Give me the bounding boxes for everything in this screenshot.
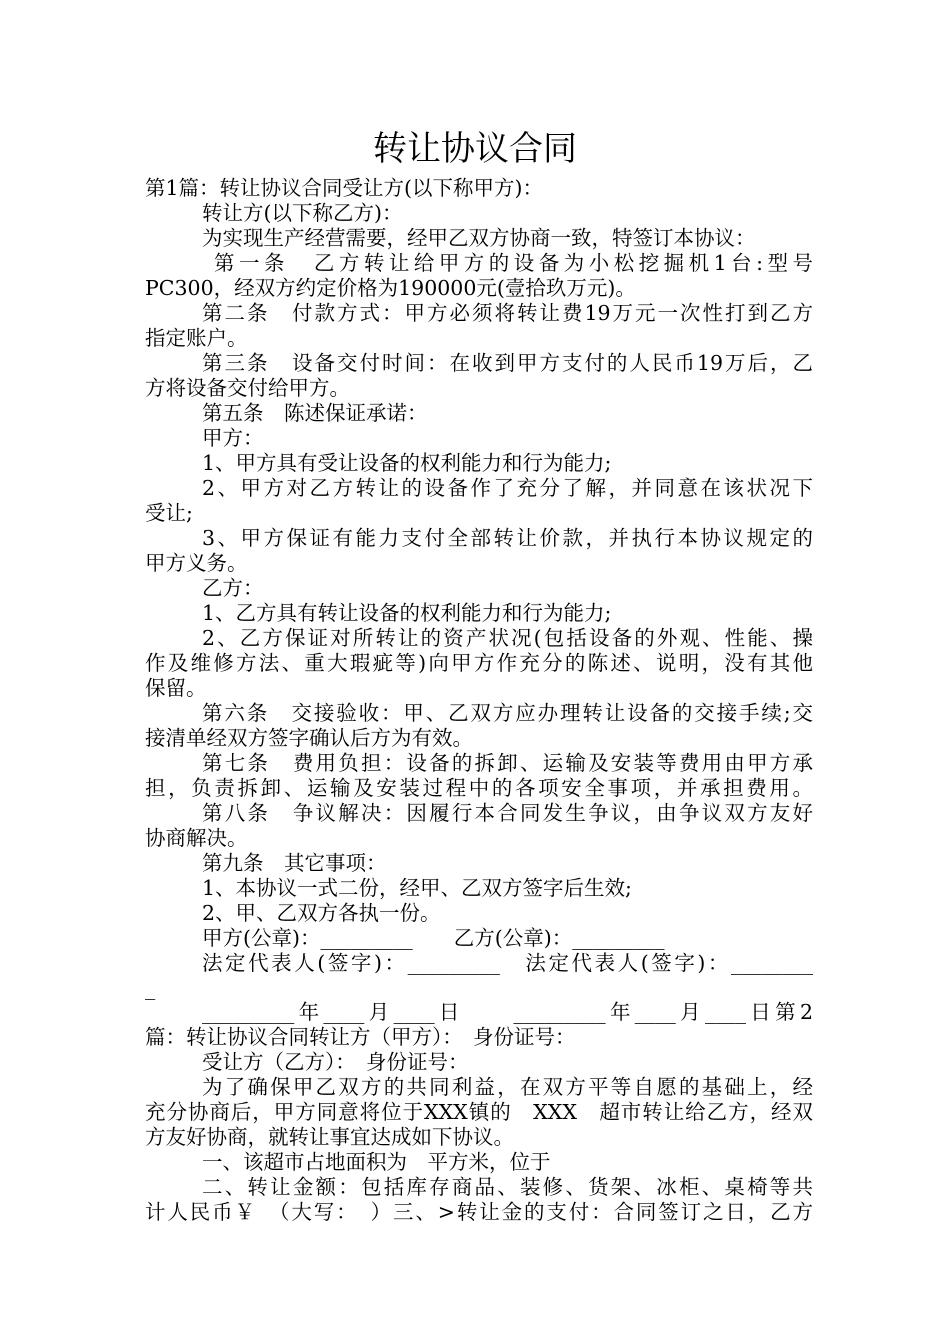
- text-line: 第二条 付款方式：甲方必须将转让费19万元一次性打到乙方: [202, 301, 813, 325]
- text-line: 1、本协议一式二份，经甲、乙双方签字后生效;: [202, 876, 632, 900]
- text-line: 第八条 争议解决：因履行本合同发生争议，由争议双方友好: [202, 801, 813, 825]
- text-line: 协商解决。: [145, 826, 248, 850]
- text-line: 第1篇：转让协议合同受让方(以下称甲方)：: [145, 176, 544, 200]
- text-line: 甲方义务。: [145, 551, 248, 575]
- text-line: _: [145, 976, 156, 1000]
- text-line: 2、乙方保证对所转让的资产状况(包括设备的外观、性能、操: [202, 626, 813, 650]
- signature-line-representative: 法定代表人(签字)：_________ 法定代表人(签字)：________: [202, 951, 813, 975]
- text-line: 一、该超市占地面积为 平方米，位于: [202, 1150, 551, 1174]
- text-line: 甲方：: [202, 426, 264, 450]
- text-line: 第三条 设备交付时间：在收到甲方支付的人民币19万后，乙: [202, 351, 813, 375]
- date-line: _________年____月____日 _________年____月____日第2: [202, 1000, 813, 1024]
- text-line: 保留。: [145, 676, 207, 700]
- text-line: 第一条 乙方转让给甲方的设备为小松挖掘机1台:型号: [214, 251, 813, 275]
- text-line: 方友好协商，就转让事宜达成如下协议。: [145, 1125, 514, 1149]
- text-line: 1、乙方具有转让设备的权利能力和行为能力;: [202, 601, 612, 625]
- text-line: 计人民币￥ （大写： ）三、>转让金的支付：合同签订之日，乙方: [145, 1200, 813, 1224]
- text-line: 乙方：: [202, 576, 264, 600]
- text-line: 转让方(以下称乙方)：: [202, 201, 403, 225]
- text-line: 第七条 费用负担：设备的拆卸、运输及安装等费用由甲方承: [202, 751, 813, 775]
- text-line: 充分协商后，甲方同意将位于XXX镇的 XXX 超市转让给乙方，经双: [145, 1100, 813, 1124]
- text-line: 为了确保甲乙双方的共同利益，在双方平等自愿的基础上，经: [202, 1075, 813, 1099]
- text-line: 篇：转让协议合同转让方（甲方）： 身份证号：: [145, 1025, 576, 1049]
- text-line: 第九条 其它事项：: [202, 851, 387, 875]
- text-line: 接清单经双方签字确认后方为有效。: [145, 726, 473, 750]
- text-line: 第五条 陈述保证承诺：: [202, 401, 428, 425]
- text-line: 担，负责拆卸、运输及安装过程中的各项安全事项，并承担费用。: [145, 776, 813, 800]
- text-line: 二、转让金额：包括库存商品、装修、货架、冰柜、桌椅等共: [202, 1175, 813, 1199]
- text-line: 作及维修方法、重大瑕疵等)向甲方作充分的陈述、说明，没有其他: [145, 651, 813, 675]
- text-line: 1、甲方具有受让设备的权利能力和行为能力;: [202, 451, 612, 475]
- document-title: 转让协议合同: [373, 129, 577, 169]
- text-line: 2、甲方对乙方转让的设备作了充分了解，并同意在该状况下: [202, 476, 813, 500]
- text-line: 受让方（乙方）： 身份证号：: [202, 1050, 469, 1074]
- text-line: 第六条 交接验收：甲、乙双方应办理转让设备的交接手续;交: [202, 701, 813, 725]
- text-line: 2、甲、乙双方各执一份。: [202, 901, 441, 925]
- text-line: 方将设备交付给甲方。: [145, 376, 350, 400]
- text-line: 受让;: [145, 501, 193, 525]
- text-line: PC300，经双方约定价格为190000元(壹拾玖万元)。: [145, 276, 636, 300]
- text-line: 3、甲方保证有能力支付全部转让价款，并执行本协议规定的: [202, 526, 813, 550]
- signature-line-seal: 甲方(公章)：_________ 乙方(公章)：_________: [202, 926, 665, 950]
- text-line: 指定账户。: [145, 326, 248, 350]
- text-line: 为实现生产经营需要，经甲乙双方协商一致，特签订本协议：: [202, 226, 756, 250]
